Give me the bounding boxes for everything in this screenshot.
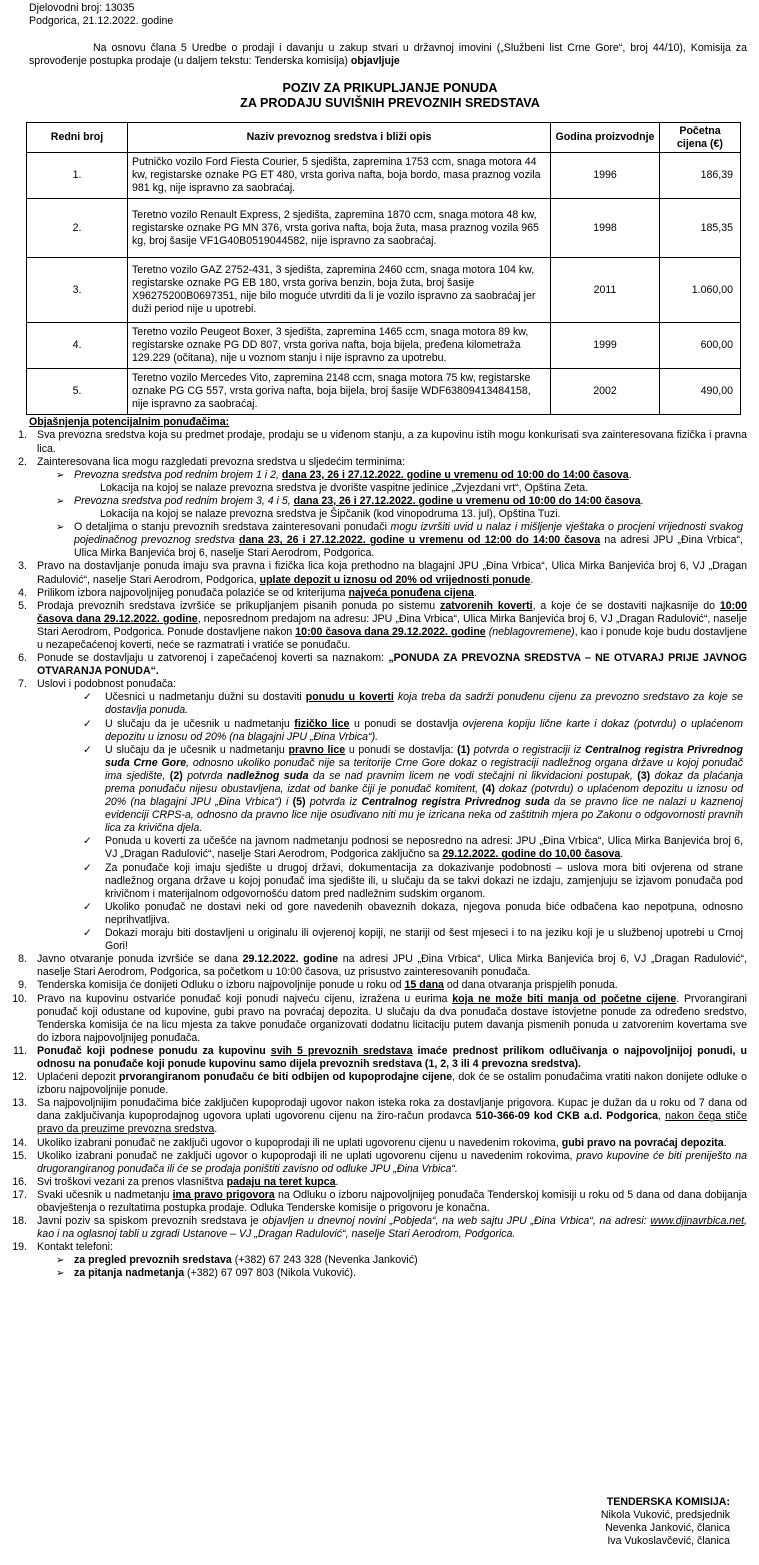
table-row: 5. Teretno vozilo Mercedes Vito, zapremina 2148 ccm, snaga motora 75 kw, registarske oznake PG CG 557, vrsta goriva nafta, boja bijela, broj šasije WDF63809413484158, nije ispravno za saobraćaj. 2002 490,00: [27, 369, 741, 415]
checkmark-icon: ✓: [83, 743, 92, 756]
list-item: 9. Tenderska komisija će donijeti Odluku o izboru najpovoljnije ponude u roku od 15 dana od dana otvaranja prispjelih ponuda.: [18, 979, 618, 992]
list-item: 18. Javni poziv sa spiskom prevoznih sredstava je objavljen u dnevnoj novini „Pobjeda“, na web sajtu JPU „Đina Vrbica“, na adresi: www.djinavrbica.net, kao i na oglasnoj tabli u zgradi Ustanove – VJ „Dragan Radulović“, naselje Stari Aerodrom, Podgorica.: [12, 1215, 747, 1241]
list-item: 13. Sa najpovoljnijim ponuđačima biće zaključen kupoprodaji ugovor nakon isteka roka za dostavljanje prigovora. Kupac je dužan da u roku od 7 dana od dana zaključivanja kupoprodajnog ugovora uplati ugovorenu cijenu na žiro-račun prodavca 510-366-09 kod CKB a.d. Podgorica, nakon čega stiče pravo da preuzime prevozna sredstva.: [12, 1097, 747, 1136]
checkmark-icon: ✓: [83, 927, 92, 940]
committee-heading: TENDERSKA KOMISIJA:: [606, 1496, 730, 1508]
col-header-price: Početna cijena (€): [660, 123, 741, 153]
list-item: 12. Uplaćeni depozit prvorangiranom ponuđaču će biti odbijen od kupoprodajne cijene, dok će se ostalim ponuđačima vratiti nakon donijete odluke o izboru najpovoljnije ponude.: [12, 1071, 748, 1097]
list-item: 14. Ukoliko izabrani ponuđač ne zaključi ugovor o kupoprodaji ili ne uplati ugovorenu cijenu u navedenim rokovima, gubi pravo na povraćaj depozita.: [12, 1136, 727, 1149]
table-row: 3. Teretno vozilo GAZ 2752-431, 3 sjedišta, zapremina 2460 ccm, snaga motora 104 kw, registarske oznake PG EB 180, vrsta goriva benzin, boja žuta, broj šasije X96275200B0697351, nije bilo moguće utvrditi da li je vozilo ispravno za saobraćaj jer duži period nije u upotrebi. 2011 1.060,00: [27, 258, 741, 323]
section-title: Objašnjenja potencijalnim ponuđačima:: [29, 416, 230, 429]
list-item: 1. Sva prevozna sredstva koja su predmet prodaje, prodaju se u viđenom stanju, a za kupovinu istih mogu konkurisati sva zainteresovana fizička i pravna lica.: [18, 429, 747, 455]
list-item: 4. Prilikom izbora najpovoljnijeg ponuđača polaziće se od kriterijuma najveća ponuđena cijena.: [18, 586, 477, 599]
document-title: POZIV ZA PRIKUPLJANJE PONUDA ZA PRODAJU SUVIŠNIH PREVOZNIH SREDSTAVA: [240, 81, 540, 111]
list-item: 15. Ukoliko izabrani ponuđač ne zaključi ugovor o kupoprodaji ili ne uplati ugovorenu cijenu u navedenim rokovima, pravo kupovine će biti preniješto na drugorangiranog ponuđača ili će se prodaja poništiti zavisno od odluke JPU „Đina Vrbica“.: [12, 1149, 747, 1175]
table-row: 1. Putničko vozilo Ford Fiesta Courier, 5 sjedišta, zapremina 1753 ccm, snaga motora 44 kw, registarske oznake PG ET 480, vrsta goriva nafta, boja bordo, masa praznog vozila 981 kg, nije ispravno za saobraćaj. 1996 186,39: [27, 153, 741, 199]
website-link[interactable]: www.djinavrbica.net: [650, 1215, 745, 1228]
checkmark-icon: ✓: [83, 691, 92, 704]
vehicles-table: [26, 122, 741, 415]
checkmark-icon: ✓: [83, 835, 92, 848]
list-item: 3. Pravo na dostavljanje ponuda imaju sva pravna i fizička lica koja prethodno na blagajni JPU „Đina Vrbica“, Ulica Mirka Banjevića broj 6, VJ „Dragan Radulović“, naselje Stari Aerodrom, Podgorica, uplate depozit u iznosu od 20% od vrijednosti ponude.: [18, 560, 747, 586]
list-item: 19. Kontakt telefoni: ➢ za pregled prevoznih sredstava (+382) 67 243 328 (Nevenka Janković) ➢ za pitanja nadmetanja (+382) 67 097 803 (Nikola Vuković).: [12, 1241, 418, 1280]
list-item: 8. Javno otvaranje ponuda izvršiće se dana 29.12.2022. godine na adresi JPU „Đina Vrbica“, Ulica Mirka Banjevića broj 6, VJ „Dragan Radulović“, naselje Stari Aerodrom, Podgorica, sa početkom u 10:00 časova, uz prisustvo zainteresovanih ponuđača.: [18, 953, 747, 979]
table-row: 2. Teretno vozilo Renault Express, 2 sjedišta, zapremina 1870 ccm, snaga motora 48 kw, registarske oznake PG MN 376, vrsta goriva nafta, boja žuta, masa praznog vozila 965 kg, broj šasije VF1G40B0519044582, nije ispravno za saobraćaj. 1998 185,35: [27, 199, 741, 258]
reference-number: Djelovodni broj: 13035: [29, 2, 135, 14]
list-item: 5. Prodaja prevoznih sredstava izvršiće se prikupljanjem pisanih ponuda po sistemu zatvorenih koverti, a koje će se dostaviti najkasnije do 10:00 časova dana 29.12.2022. godine, neposrednom predajom na adresu: JPU „Đina Vrbica“, Ulica Mirka Banjevića broj 6, VJ „Dragan Radulović“, naselje Stari Aerodrom, Podgorica. Ponude dostavljene nakon 10:00 časova dana 29.12.2022. godine (neblagovremene), kao i ponude koje budu dostavljene u nezapečaćenoj koverti, neće se razmatrati i vratiće se ponuđaču.: [18, 599, 748, 651]
list-item: 2. Zainteresovana lica mogu razgledati prevozna sredstva u sljedećim terminima: ➢ Prevozna sredstva pod rednim brojem 1 i 2, dana 23, 26 i 27.12.2022. godine u vremenu od 10:00 do 14:00 časova. Lokacija na kojoj se nalaze prevozna sredstva je dvorište vaspitne jedinice „Zvjezdani vrt“, Opština Zeta. ➢ Prevozna sredstva pod rednim brojem 3, 4 i 5, dana 23, 26 i 27.12.2022. godine u vremenu od 10:00 do 14:00 časova. Lokacija na kojoj se nalaze prevozna sredstva je Šipčanik (kod vinopodruma 13. jul), Opština Tuzi. ➢ O detaljima o stanju prevoznih sredstava zainteresovani ponuđači mogu izvršiti uvid u nalaz i mišljenje vještaka o procjeni vrijednosti svakog pojedinačnog prevoznog sredstva dana 23, 26 i 27.12.2022. godine u vremenu od 12:00 do 14:00 časova na adresi JPU „Đina Vrbica“, Ulica Mirka Banjevića broj 6, naselje Stari Aerodrom, Podgorica.: [18, 455, 743, 560]
checkmark-icon: ✓: [83, 717, 92, 730]
checkmark-icon: ✓: [83, 861, 92, 874]
arrow-icon: ➢: [56, 469, 65, 481]
list-item: 16. Svi troškovi vezani za prenos vlasništva padaju na teret kupca.: [12, 1175, 339, 1188]
arrow-icon: ➢: [56, 522, 65, 534]
col-header-number: Redni broj: [27, 123, 128, 153]
list-item: 11. Ponuđač koji podnese ponudu za kupovinu svih 5 prevoznih sredstava imaće prednost prilikom odlučivanja o najpovoljnijoj ponudi, u odnosu na ponuđače koji ponude kupovinu samo dijela prevoznih sredstava (1, 2, 3 ili 4 prevozna sredstva).: [13, 1044, 747, 1070]
list-item: 7. Uslovi i podobnost ponuđača: ✓ Učesnici u nadmetanju dužni su dostaviti ponudu u koverti koja treba da sadrži ponuđenu cijenu za prevozno sredstavo za koje se dostavlja ponuda. ✓ U slučaju da je učesnik u nadmetanju fizičko lice u ponudi se dostavlja ovjerena kopiju lične karte i dokaz (potvrdu) o uplaćenom depozitu u iznosu od 20% (na blagajni JPU „Đina Vrbica“). ✓ U slučaju da je učesnik u nadmetanju pravno lice u ponudi se dostavlja: (1) potvrda o registraciji iz Centralnog registra Privrednog suda Crne Gore, odnosno ukoliko ponuđač nije sa teritorije Crne Gore dokaz o registraciji nadležnog organa države u kojoj ponuđač ima sjedište, (2) potvrda nadležnog suda da se nad pravnim licem ne vodi stečajni ni likvidacioni postupak, (3) dokaz da plaćanja prema ponuđaču nijesu obustavljena, izdat od banke čiji je ponuđač komitent, (4) dokaz (potvrdu) o uplaćenom depozitu u iznosu od 20% (na blagajni JPU „Đina Vrbica“) i (5) potvrda iz Centralnog registra Privrednog suda da se pravno lice ne nalazi u kaznenoj evidenciji CRPS-a, odnosno da pravno lice nije osuđivano niti mu je izricana neka od zaštitnih mjera po Zakonu o odgovornosti pravnih lica za krivična djela. ✓ Ponuda u koverti za učešće na javnom nadmetanju podnosi se neposredno na adresi: JPU „Đina Vrbica“, Ulica Mirka Banjevića broj 6, VJ „Dragan Radulović“, naselje Stari Aerodrom, Podgorica zaključno sa 29.12.2022. godine do 10,00 časova. ✓ Za ponuđače koji imaju sjedište u drugoj državi, dokumentacija za dokazivanje podobnosti – uslova mora biti ovjerena od strane nadležnog organa države u kojoj ponuđač ima sjedište ili, u slučaju da se takvi dokazi ne izdaju, zamjenjuju se izjavom ponuđača pod krivičnom i materijalnom odgovornošću datom pred nadležnim sudskim organom. ✓ Ukoliko ponuđač ne dostavi neki od gore navedenih obaveznih dokaza, njegova ponuda biće odbačena kao nepotpuna, odnosno neprihvatljiva. ✓ Dokazi moraju biti dostavljeni u originalu ili ovjerenoj kopiji, ne stariji od šest mjeseci i to na jeziku koji je u službenoj upotrebi u Crnoj Gori!: [18, 678, 744, 953]
arrow-icon: ➢: [56, 495, 65, 507]
document-header: [29, 2, 751, 28]
committee-member: Nevenka Janković, članica: [605, 1522, 730, 1535]
checkmark-icon: ✓: [83, 900, 92, 913]
signature-block: [601, 1496, 730, 1548]
col-header-year: Godina proizvodnje: [551, 123, 660, 153]
list-item: 10. Pravo na kupovinu ostvariće ponuđač koji ponudi najveću cijenu, izražena u eurima koja ne može biti manja od početne cijene. Prvorangirani ponuđač koji odustane od kupovine, gubi pravo na povraćaj depozita. U slučaju da dva ponuđača dostave istovjetne ponude za određeno sredstvo, Tenderska komisija će na licu mjesta za takve ponuđače organizovati dodatnu licitaciju putem davanja pismenih ponuda u zatvorenim kovertama sve do izbora najpovoljnijeg ponuđača.: [12, 992, 747, 1044]
list-item: 17. Svaki učesnik u nadmetanju ima pravo prigovora na Odluku o izboru najpovoljnijeg ponuđača Tenderskoj komisiji u roku od 5 dana od dana dobijanja obavještenja o rezultatima postupka prodaje. Odluka Tenderske komisije o prigovoru je konačna.: [12, 1188, 747, 1214]
arrow-icon: ➢: [56, 1268, 65, 1280]
committee-member: Nikola Vuković, predsjednik: [600, 1509, 730, 1522]
list-item: 6. Ponude se dostavljaju u zatvorenoj i zapečaćenoj koverti sa naznakom: „PONUDA ZA PREVOZNA SREDSTVA – NE OTVARAJ PRIJE JAVNOG OTVARANJA PONUDA“.: [18, 652, 747, 678]
document-date: Podgorica, 21.12.2022. godine: [29, 15, 174, 28]
table-row: 4. Teretno vozilo Peugeot Boxer, 3 sjedišta, zapremina 1465 ccm, snaga motora 89 kw, registarske oznake PG DD 807, vrsta goriva nafta, boja bijela, pređena kilometraža 129.229 (očitana), nije u voznom stanju i nije ispravno za upotrebu. 1999 600,00: [27, 323, 741, 369]
col-header-description: Naziv prevoznog sredstva i bliži opis: [128, 123, 551, 153]
arrow-icon: ➢: [56, 1255, 65, 1267]
intro-paragraph: Na osnovu člana 5 Uredbe o prodaji i davanju u zakup stvari u državnoj imovini („Službeni list Crne Gore“, broj 44/10), Komisija za sprovođenje postupka prodaje (u daljem tekstu: Tenderska komisija) objavljuje: [29, 42, 747, 68]
committee-member: Iva Vukoslavčević, članica: [607, 1535, 730, 1548]
